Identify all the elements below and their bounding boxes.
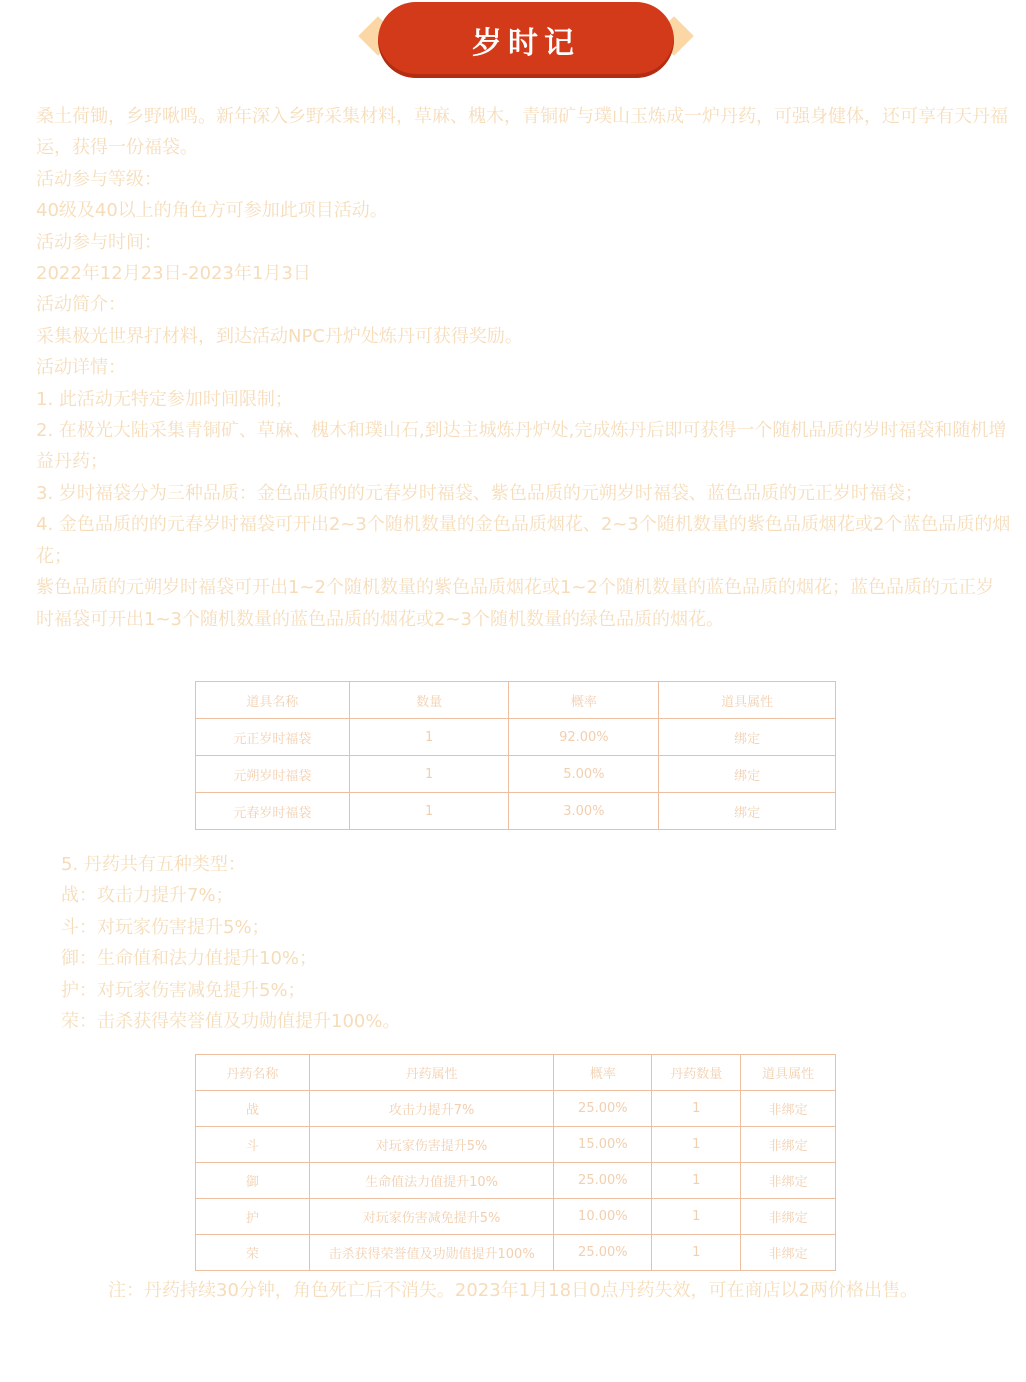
pill-type-item: 御：生命值和法力值提升10%； [61,948,318,970]
table-cell: 15.00% [554,1127,652,1163]
detail-item-3: 3. 岁时福袋分为三种品质：金色品质的的元春岁时福袋、紫色品质的元朔岁时福袋、蓝色品质的元正岁时福袋； [36,482,923,504]
detail-item-4: 4. 金色品质的的元春岁时福袋可开出2~3个随机数量的金色品质烟花、2~3个随机数量的紫色品质烟花或2个蓝色品质的烟花； [36,514,1011,567]
summary-heading: 活动简介： [36,294,126,316]
pill-type-item: 战：攻击力提升7%； [61,885,234,907]
table-cell: 3.00% [509,793,659,830]
table-header-cell: 数量 [349,682,509,719]
event-dates: 2022年12月23日-2023年1月3日 [36,263,311,285]
table-cell: 1 [349,793,509,830]
table-cell: 1 [652,1091,741,1127]
table-cell: 元正岁时福袋 [196,719,350,756]
summary-text: 采集极光世界打材料，到达活动NPC丹炉处炼丹可获得奖励。 [36,325,523,347]
footnote: 注：丹药持续30分钟，角色死亡后不消失。2023年1月18日0点丹药失效，可在商店以2两价格出售。 [108,1280,918,1301]
table-header-cell: 丹药名称 [196,1055,310,1091]
table-cell: 绑定 [659,793,836,830]
title-banner [356,0,696,80]
table-cell: 非绑定 [741,1199,836,1235]
table-cell: 绑定 [659,719,836,756]
table-cell: 荣 [196,1235,310,1271]
table-cell: 1 [652,1235,741,1271]
table-cell: 对玩家伤害提升5% [309,1127,554,1163]
table-cell: 25.00% [554,1091,652,1127]
table-header-cell: 概率 [509,682,659,719]
detail-item-1: 1. 此活动无特定参加时间限制； [36,388,293,410]
table-header-cell: 道具属性 [741,1055,836,1091]
table-row [196,1091,836,1127]
table-header-cell: 丹药数量 [652,1055,741,1091]
table-cell: 非绑定 [741,1127,836,1163]
table-cell: 1 [349,719,509,756]
table-cell: 战 [196,1091,310,1127]
level-requirement: 40级及40以上的角色方可参加此项目活动。 [36,200,388,222]
table-cell: 25.00% [554,1235,652,1271]
table-header-cell: 概率 [554,1055,652,1091]
detail-item-4-continued: 紫色品质的元朔岁时福袋可开出1~2个随机数量的紫色品质烟花或1~2个随机数量的蓝色品质的烟花；蓝色品质的元正岁时福袋可开出1~3个随机数量的蓝色品质的烟花或2~3个随机数量的绿色品质的烟花。 [36,577,994,630]
table-cell: 非绑定 [741,1235,836,1271]
table-row [196,719,836,756]
page-title: 岁时记 [472,26,580,61]
table-header-cell: 道具名称 [196,682,350,719]
table-cell: 5.00% [509,756,659,793]
details-heading: 活动详情： [36,357,126,379]
table-cell: 非绑定 [741,1091,836,1127]
pill-type-item: 斗：对玩家伤害提升5%； [61,916,270,938]
table-cell: 1 [652,1127,741,1163]
table-cell: 1 [652,1163,741,1199]
table-header-row [196,1055,836,1091]
table-row [196,793,836,830]
table-cell: 生命值法力值提升10% [309,1163,554,1199]
table-cell: 御 [196,1163,310,1199]
pill-table [195,1054,836,1271]
table-header-cell: 道具属性 [659,682,836,719]
table-row [196,756,836,793]
table-row [196,1199,836,1235]
intro-text [36,101,1011,635]
table-header-row [196,682,836,719]
table-cell: 护 [196,1199,310,1235]
pill-type-item: 护：对玩家伤害减免提升5%； [61,979,306,1001]
pill-type-item: 荣：击杀获得荣誉值及功勋值提升100%。 [61,1011,401,1033]
lucky-bag-table [195,681,836,830]
table-cell: 绑定 [659,756,836,793]
pill-types-section [61,849,400,1037]
detail-item-2: 2. 在极光大陆采集青铜矿、草麻、槐木和璞山石,到达主城炼丹炉处,完成炼丹后即可获得一个随机品质的岁时福袋和随机增益丹药； [36,420,1007,473]
table-row [196,1235,836,1271]
table-row [196,1127,836,1163]
table-cell: 元朔岁时福袋 [196,756,350,793]
table-header-cell: 丹药属性 [309,1055,554,1091]
table-cell: 92.00% [509,719,659,756]
pill-types-heading: 5. 丹药共有五种类型： [61,854,246,875]
table-cell: 25.00% [554,1163,652,1199]
table-cell: 击杀获得荣誉值及功勋值提升100% [309,1235,554,1271]
table-cell: 攻击力提升7% [309,1091,554,1127]
table-row [196,1163,836,1199]
table-cell: 10.00% [554,1199,652,1235]
title-pill [378,2,674,78]
time-heading: 活动参与时间： [36,231,162,253]
table-cell: 对玩家伤害减免提升5% [309,1199,554,1235]
intro-paragraph: 桑土荷锄，乡野啾鸣。新年深入乡野采集材料，草麻、槐木，青铜矿与璞山玉炼成一炉丹药，可强身健体，还可享有天丹福运，获得一份福袋。 [36,106,1008,159]
table-cell: 斗 [196,1127,310,1163]
table-cell: 元春岁时福袋 [196,793,350,830]
table-cell: 非绑定 [741,1163,836,1199]
level-heading: 活动参与等级： [36,168,162,190]
table-cell: 1 [349,756,509,793]
table-cell: 1 [652,1199,741,1235]
